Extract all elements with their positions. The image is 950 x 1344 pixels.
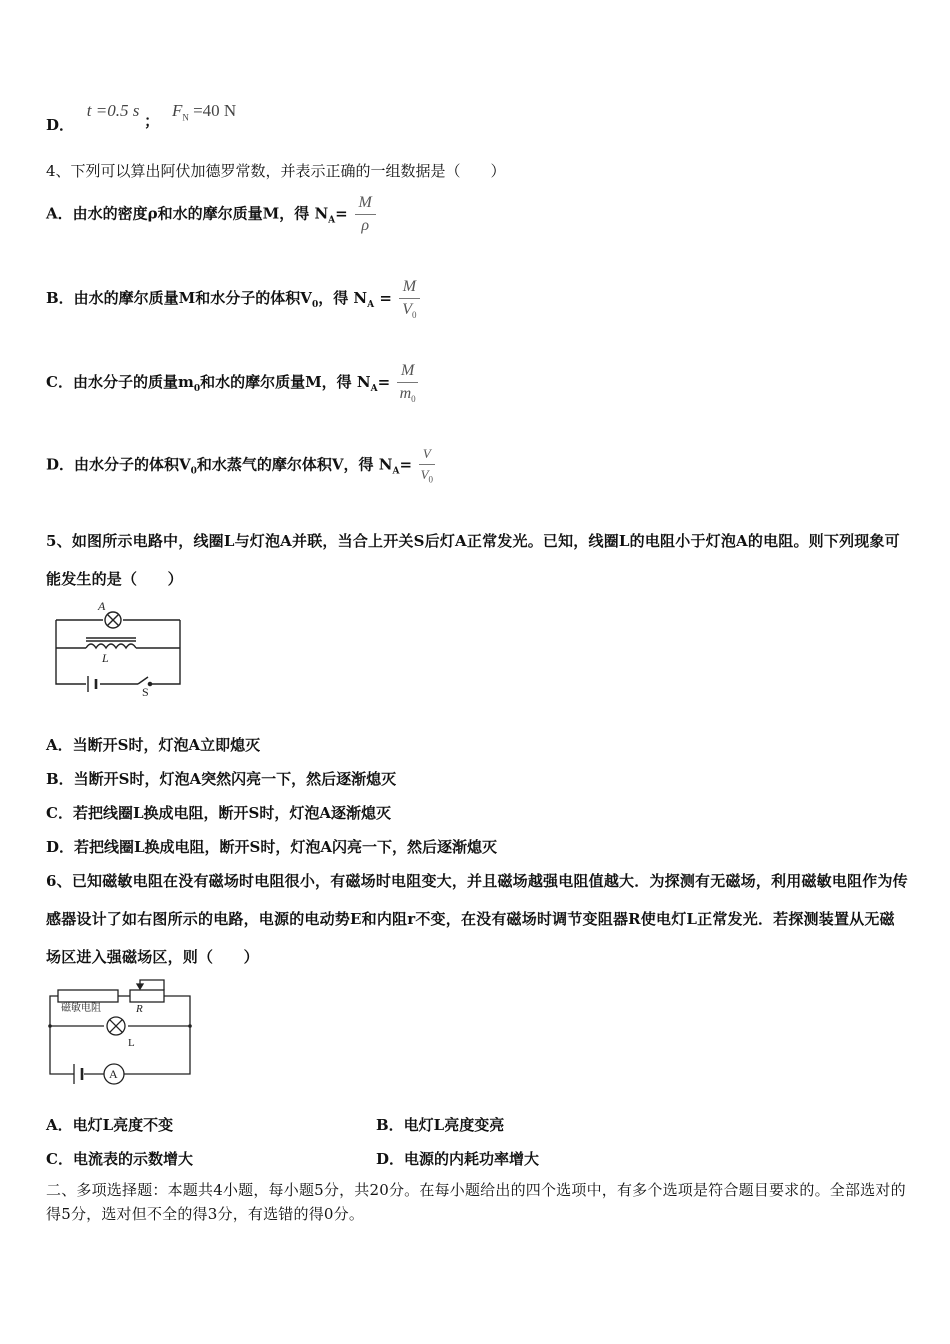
q6-option-b: B．电灯L亮度变亮	[376, 1116, 505, 1134]
q4-option-c: C．由水分子的质量$m_0$和水的摩尔质量M，得 $N_A=$ $\frac{M}{m_0}$	[46, 362, 418, 404]
q3-option-d-force: $F_N =40$ N	[171, 101, 237, 123]
q6-label-a: A	[109, 1067, 118, 1081]
q6-option-d: D．电源的内耗功率增大	[376, 1150, 540, 1168]
q4-option-a-fraction: $\frac{M}{\rho}$	[355, 194, 376, 235]
q3-option-d-time: t =0.5 s	[86, 101, 140, 120]
q5-label-l: L	[102, 651, 109, 665]
q6-stem: 6、已知磁敏电阻在没有磁场时电阻很小，有磁场时电阻变大，并且磁场越强电阻值越大．为探测有无磁场，利用磁敏电阻作为传感器设计了如右图所示的电路，电源的电动势E和内阻r不变，在没有磁场时调节变阻器R使电灯L正常发光．若探测装置从无磁场区进入强磁场区，则（ ）	[46, 872, 908, 966]
q3-option-d	[46, 100, 237, 134]
q5-option-c: C．若把线圈L换成电阻，断开S时，灯泡A逐渐熄灭	[46, 804, 391, 822]
q4-option-b-text: B．由水的摩尔质量M和水分子的体积V	[46, 289, 312, 308]
q5-label-s: S	[142, 685, 149, 698]
q5-coil-icon	[86, 644, 136, 648]
q4-option-d-fraction: $\frac{V}{V_0}$	[420, 446, 434, 485]
section2-heading: 二、多项选择题：本题共4小题，每小题5分，共20分。在每小题给出的四个选项中，有多个选项是符合题目要求的。全部选对的得5分，选对但不全的得3分，有选错的得0分。	[46, 1181, 906, 1223]
q4-option-d-text: D．由水分子的体积V	[46, 455, 191, 474]
q3-option-d-label: D．	[46, 116, 75, 134]
q6-sensor-resistor-icon	[58, 990, 118, 1002]
q6-rheostat-icon	[130, 990, 164, 1002]
q6-label-r: R	[136, 1003, 143, 1015]
q5-stem: 5、如图所示电路中，线圈L与灯泡A并联，当合上开关S后灯A正常发光。已知，线圈L的电阻小于灯泡A的电阻。则下列现象可能发生的是（ ）	[46, 532, 900, 588]
q4-stem: 4、下列可以算出阿伏加德罗常数，并表示正确的一组数据是（ ）	[46, 162, 506, 180]
q6-circuit-diagram	[44, 976, 196, 1088]
q6-label-l: L	[128, 1037, 135, 1049]
q4-option-a: A．由水的密度ρ和水的摩尔质量M，得 $N_A=$ $\frac{M}{\rho}$	[46, 194, 376, 235]
q6-option-a: A．电灯L亮度不变	[46, 1116, 174, 1134]
q4-option-b: B．由水的摩尔质量M和水分子的体积$V_0$，得 $N_A$ = $\frac{M}{V_0}$	[46, 278, 420, 320]
q6-option-c: C．电流表的示数增大	[46, 1150, 193, 1168]
q3-option-d-sep: ；	[144, 112, 160, 130]
q5-option-b: B．当断开S时，灯泡A突然闪亮一下，然后逐渐熄灭	[46, 770, 397, 788]
q4-option-c-text: C．由水分子的质量m	[46, 373, 194, 392]
q4-option-b-fraction: $\frac{M}{V_0}$	[399, 278, 420, 320]
q6-label-sensor: 磁敏电阻	[61, 1003, 101, 1014]
q4-option-c-fraction: $\frac{M}{m_0}$	[397, 362, 418, 404]
q5-option-d: D．若把线圈L换成电阻，断开S时，灯泡A闪亮一下，然后逐渐熄灭	[46, 838, 498, 856]
q5-label-a: A	[98, 599, 106, 613]
q4-option-a-text: A．由水的密度ρ和水的摩尔质量M，得 N	[46, 204, 329, 223]
q4-option-d: D．由水分子的体积$V_0$和水蒸气的摩尔体积V，得 $N_A=$ $\frac{V}{V_0}$	[46, 446, 434, 485]
q5-circuit-diagram	[48, 598, 188, 698]
q5-option-a: A．当断开S时，灯泡A立即熄灭	[46, 736, 261, 754]
